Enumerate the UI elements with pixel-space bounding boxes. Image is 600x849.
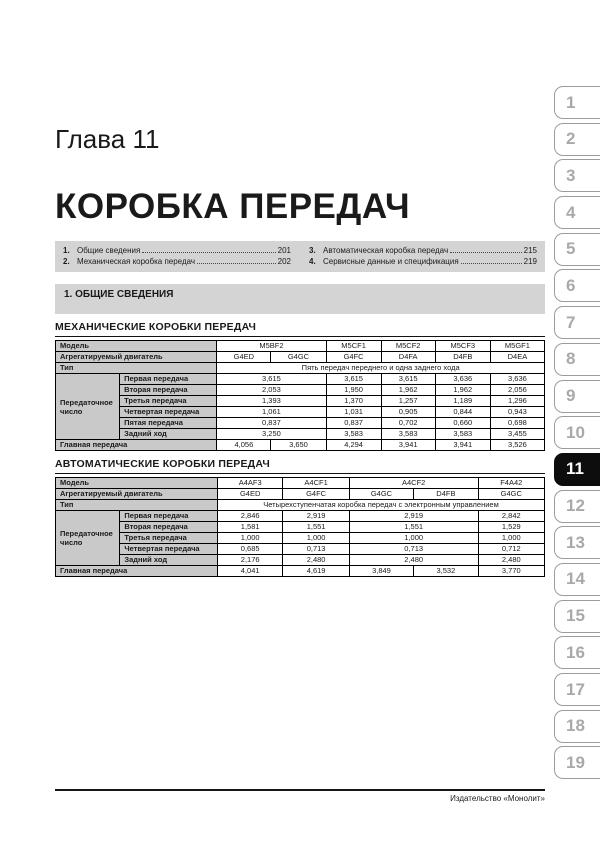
table-value-cell: 3,526 [490, 440, 544, 451]
chapter-tab-19 [554, 746, 600, 779]
table-value-cell: 3,615 [217, 374, 326, 385]
table-row [56, 352, 545, 363]
table-row [56, 429, 545, 440]
table-label-cell: Тип [56, 500, 218, 511]
table-value-cell: D4FB [414, 489, 478, 500]
table-value-cell: 1,296 [490, 396, 544, 407]
chapter-tab-17 [554, 673, 600, 706]
table-value-cell: 3,250 [217, 429, 326, 440]
toc-leader-dots [197, 263, 276, 264]
table-value-cell: 0,702 [381, 418, 435, 429]
table-value-cell: Четырехступенчатая коробка передач с электронным управлением [218, 500, 545, 511]
chapter-tab-number: 5 [566, 239, 576, 259]
table-row [56, 418, 545, 429]
table-value-cell: 3,941 [381, 440, 435, 451]
chapter-tab-number: 8 [566, 349, 576, 369]
table-value-cell: A4AF3 [218, 478, 283, 489]
chapter-tab-number: 18 [566, 716, 585, 736]
table-value-cell: G4GC [349, 489, 413, 500]
chapter-tab-3 [554, 159, 600, 192]
table-label-cell: Тип [56, 363, 217, 374]
table-value-cell: G4FC [283, 489, 349, 500]
table-value-cell: 2,176 [218, 555, 283, 566]
table-value-cell: 1,031 [326, 407, 381, 418]
table-label-cell: Вторая передача [120, 522, 218, 533]
table-value-cell: 1,581 [218, 522, 283, 533]
toc-item-page: 202 [277, 257, 291, 266]
chapter-tab-number: 12 [566, 496, 585, 516]
table-value-cell: 3,770 [478, 566, 544, 577]
toc-leader-dots [461, 263, 522, 264]
table-value-cell: 1,000 [478, 533, 544, 544]
chapter-tab-number: 6 [566, 275, 576, 295]
toc-item-number: 3. [309, 246, 316, 255]
toc-item-label: Механическая коробка передач [77, 257, 196, 266]
toc-item [63, 246, 291, 256]
table-row [56, 374, 545, 385]
table-value-cell: 3,849 [349, 566, 413, 577]
table-value-cell: 3,583 [381, 429, 435, 440]
table-value-cell: 0,837 [326, 418, 381, 429]
table-label-cell: Агрегатируемый двигатель [56, 489, 218, 500]
table-value-cell: 2,846 [218, 511, 283, 522]
table-title: АВТОМАТИЧЕСКИЕ КОРОБКИ ПЕРЕДАЧ [55, 458, 545, 474]
table-value-cell: 1,257 [381, 396, 435, 407]
chapter-tab-7 [554, 306, 600, 339]
table-value-cell: 1,061 [217, 407, 326, 418]
table-label-cell: Третья передача [120, 533, 218, 544]
table-label-cell: Модель [56, 478, 218, 489]
toc-item-page: 219 [523, 257, 537, 266]
table-value-cell: 3,532 [414, 566, 478, 577]
table-label-cell: Четвертая передача [120, 544, 218, 555]
table-value-cell: D4FB [435, 352, 490, 363]
toc-leader-dots [142, 252, 275, 253]
table-value-cell: 2,919 [349, 511, 478, 522]
table-value-cell: 4,294 [326, 440, 381, 451]
table-row [56, 511, 545, 522]
table-value-cell: 0,943 [490, 407, 544, 418]
table-value-cell: 3,583 [326, 429, 381, 440]
table-value-cell: Пять передач переднего и одна заднего хода [217, 363, 545, 374]
chapter-tab-13 [554, 526, 600, 559]
toc-item-number: 2. [63, 257, 70, 266]
chapter-tab-1 [554, 86, 600, 119]
table-value-cell: G4FC [326, 352, 381, 363]
table-label-cell: Главная передача [56, 566, 218, 577]
table-value-cell: G4ED [218, 489, 283, 500]
table-value-cell: 2,842 [478, 511, 544, 522]
table-value-cell: 1,000 [349, 533, 478, 544]
toc-item [309, 257, 537, 267]
table-row [56, 385, 545, 396]
table-value-cell: 1,962 [381, 385, 435, 396]
toc-item-label: Сервисные данные и спецификация [323, 257, 459, 266]
table-label-cell: Первая передача [120, 511, 218, 522]
table-value-cell: 0,712 [478, 544, 544, 555]
table-value-cell: G4GC [478, 489, 544, 500]
publisher-credit: Издательство «Монолит» [450, 794, 545, 803]
table-value-cell: M5GF1 [490, 341, 544, 352]
toc-item-number: 4. [309, 257, 316, 266]
table-value-cell: 3,615 [381, 374, 435, 385]
table-row [56, 440, 545, 451]
table-value-cell: 3,636 [435, 374, 490, 385]
chapter-tab-number: 15 [566, 606, 585, 626]
table-value-cell: 2,480 [349, 555, 478, 566]
table-value-cell: G4ED [217, 352, 271, 363]
chapter-tab-18 [554, 710, 600, 743]
table-value-cell: M5CF2 [381, 341, 435, 352]
table-value-cell: M5BF2 [217, 341, 326, 352]
chapter-tab-number: 14 [566, 569, 585, 589]
table-value-cell: 0,713 [283, 544, 349, 555]
table-row [56, 341, 545, 352]
table-label-cell: Четвертая передача [120, 407, 217, 418]
table-value-cell: 1,189 [435, 396, 490, 407]
table-row [56, 555, 545, 566]
chapter-tab-number: 13 [566, 532, 585, 552]
table-label-cell: Передаточное число [56, 374, 120, 440]
table-label-cell: Модель [56, 341, 217, 352]
table-value-cell: 0,660 [435, 418, 490, 429]
table-value-cell: A4CF1 [283, 478, 349, 489]
chapter-tab-number: 4 [566, 202, 576, 222]
table-row [56, 478, 545, 489]
table-value-cell: 0,698 [490, 418, 544, 429]
table-value-cell: 0,713 [349, 544, 478, 555]
table-value-cell: 0,844 [435, 407, 490, 418]
footer-divider [55, 789, 545, 791]
table-value-cell: 2,053 [217, 385, 326, 396]
table-value-cell: 2,056 [490, 385, 544, 396]
chapter-tab-4 [554, 196, 600, 229]
table-value-cell: 1,370 [326, 396, 381, 407]
chapter-tab-15 [554, 600, 600, 633]
page-title: КОРОБКА ПЕРЕДАЧ [55, 187, 411, 226]
chapter-tab-6 [554, 269, 600, 302]
table-value-cell: 2,480 [283, 555, 349, 566]
chapter-label: Глава 11 [55, 124, 160, 154]
chapter-tab-number: 7 [566, 312, 576, 332]
chapter-tab-16 [554, 636, 600, 669]
table-value-cell: 1,551 [283, 522, 349, 533]
table-value-cell: 4,041 [218, 566, 283, 577]
table-value-cell: 0,685 [218, 544, 283, 555]
chapter-tab-9 [554, 380, 600, 413]
chapter-tab-14 [554, 563, 600, 596]
chapter-tab-8 [554, 343, 600, 376]
table-row [56, 396, 545, 407]
table-label-cell: Передаточное число [56, 511, 120, 566]
table-value-cell: A4CF2 [349, 478, 478, 489]
table-value-cell: 4,619 [283, 566, 349, 577]
table-of-contents [55, 241, 545, 272]
table-value-cell: F4A42 [478, 478, 544, 489]
toc-leader-dots [450, 252, 522, 253]
table-value-cell: 1,000 [283, 533, 349, 544]
table-label-cell: Первая передача [120, 374, 217, 385]
table-title: МЕХАНИЧЕСКИЕ КОРОБКИ ПЕРЕДАЧ [55, 321, 545, 337]
table-row [56, 407, 545, 418]
table-value-cell: D4FA [381, 352, 435, 363]
chapter-tab-number: 3 [566, 165, 576, 185]
toc-item-page: 201 [277, 246, 291, 255]
spec-table [55, 340, 545, 451]
table-value-cell: 1,393 [217, 396, 326, 407]
table-label-cell: Задний ход [120, 555, 218, 566]
table-value-cell: 3,455 [490, 429, 544, 440]
table-row [56, 500, 545, 511]
table-label-cell: Пятая передача [120, 418, 217, 429]
table-value-cell: 2,480 [478, 555, 544, 566]
table-value-cell: 1,000 [218, 533, 283, 544]
table-label-cell: Агрегатируемый двигатель [56, 352, 217, 363]
table-label-cell: Третья передача [120, 396, 217, 407]
table-value-cell: D4EA [490, 352, 544, 363]
table-row [56, 566, 545, 577]
chapter-tab-12 [554, 490, 600, 523]
table-value-cell: 1,529 [478, 522, 544, 533]
table-row [56, 363, 545, 374]
table-value-cell: M5CF3 [435, 341, 490, 352]
table-label-cell: Главная передача [56, 440, 217, 451]
toc-item-label: Автоматическая коробка передач [323, 246, 449, 255]
table-row [56, 544, 545, 555]
toc-item [309, 246, 537, 256]
table-value-cell: 1,962 [435, 385, 490, 396]
table-value-cell: 1,950 [326, 385, 381, 396]
table-row [56, 533, 545, 544]
toc-column-right [309, 246, 537, 267]
toc-item [63, 257, 291, 267]
table-label-cell: Задний ход [120, 429, 217, 440]
chapter-tab-number: 9 [566, 386, 576, 405]
table-value-cell: 3,583 [435, 429, 490, 440]
table-value-cell: 0,905 [381, 407, 435, 418]
chapter-tab-5 [554, 233, 600, 266]
chapter-tab-number: 1 [566, 92, 576, 112]
toc-item-page: 215 [523, 246, 537, 255]
table-value-cell: 4,056 [217, 440, 271, 451]
chapter-tab-number: 16 [566, 642, 585, 662]
chapter-tab-10 [554, 416, 600, 449]
toc-item-label: Общие сведения [77, 246, 141, 255]
spec-tables [55, 321, 545, 577]
chapter-tab-number: 2 [566, 129, 576, 149]
table-value-cell: G4GC [271, 352, 326, 363]
chapter-tab-number: 19 [566, 752, 585, 772]
chapter-tab-11 [554, 453, 600, 486]
section-header [55, 284, 545, 314]
spec-table [55, 477, 545, 577]
chapter-tab-number: 11 [566, 459, 584, 479]
chapter-tab-number: 17 [566, 679, 585, 699]
table-value-cell: 0,837 [217, 418, 326, 429]
toc-item-number: 1. [63, 246, 70, 255]
table-value-cell: M5CF1 [326, 341, 381, 352]
table-value-cell: 3,650 [271, 440, 326, 451]
table-value-cell: 3,636 [490, 374, 544, 385]
chapter-tab-number: 10 [566, 422, 585, 442]
table-row [56, 522, 545, 533]
page-content [55, 0, 545, 577]
table-label-cell: Вторая передача [120, 385, 217, 396]
chapter-tab-rail [554, 86, 600, 783]
table-value-cell: 2,919 [283, 511, 349, 522]
chapter-tab-2 [554, 123, 600, 156]
table-value-cell: 3,615 [326, 374, 381, 385]
table-value-cell: 3,941 [435, 440, 490, 451]
table-row [56, 489, 545, 500]
toc-column-left [63, 246, 291, 267]
table-value-cell: 1,551 [349, 522, 478, 533]
section-header-label: 1. ОБЩИЕ СВЕДЕНИЯ [64, 289, 174, 300]
